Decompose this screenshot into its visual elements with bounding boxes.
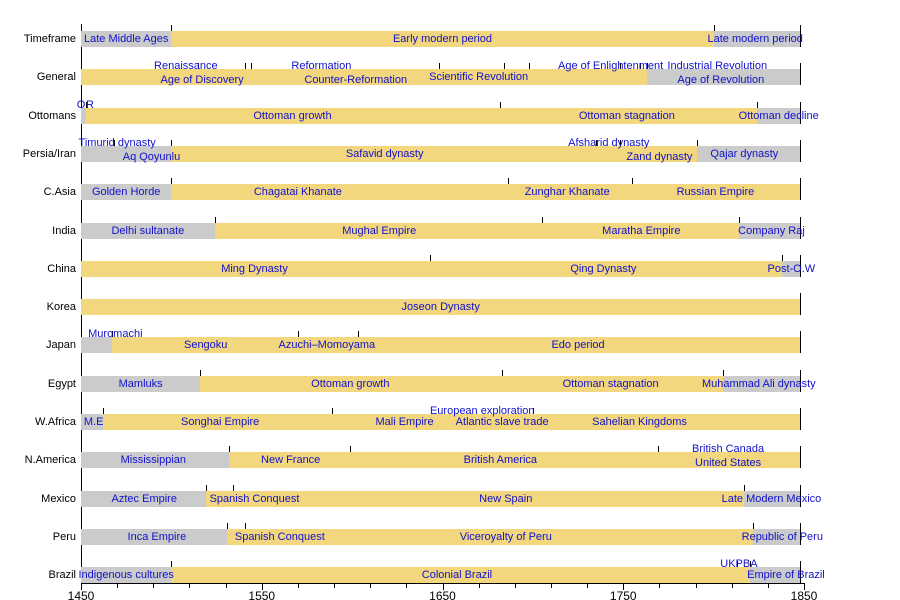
period-label: Republic of Peru xyxy=(741,531,823,543)
period-label: Aq Qoyunlu xyxy=(122,151,181,163)
period-label: Mali Empire xyxy=(375,416,434,428)
period-label: Late Middle Ages xyxy=(83,33,169,45)
axis-year-label: 1450 xyxy=(67,589,95,600)
timeline-bar xyxy=(78,558,825,583)
period-label: Afsharid dynasty xyxy=(568,137,650,149)
period-label: Inca Empire xyxy=(127,531,187,543)
row-label: N.America xyxy=(24,454,76,466)
timeline-bar xyxy=(81,31,804,47)
axis-minor-tick xyxy=(406,584,407,588)
divider-tick xyxy=(800,408,801,430)
axis-year-label: 1850 xyxy=(790,589,818,600)
axis-minor-tick xyxy=(515,584,516,588)
period-label: Reformation xyxy=(291,60,352,72)
period-label: Golden Horde xyxy=(91,186,161,198)
period-label: UKPBA xyxy=(720,558,758,570)
timeline-bar xyxy=(81,529,823,545)
row-label: Japan xyxy=(46,339,76,351)
divider-tick xyxy=(800,178,801,200)
timeline-bar xyxy=(81,443,804,469)
axis-minor-tick xyxy=(768,584,769,588)
axis-minor-tick xyxy=(551,584,552,588)
period-label: Edo period xyxy=(551,339,605,351)
timeline-bar xyxy=(76,99,819,124)
timeline-bar xyxy=(81,328,804,353)
axis-minor-tick xyxy=(117,584,118,588)
row-label: India xyxy=(52,225,76,237)
row-label: Korea xyxy=(46,301,76,313)
period-label: Aztec Empire xyxy=(111,493,177,505)
row-label: Timeframe xyxy=(23,33,76,45)
row-label: Mexico xyxy=(41,493,76,505)
timeline-bar xyxy=(81,376,816,392)
period-label: Late modern period xyxy=(707,33,803,45)
period-label: Maratha Empire xyxy=(602,225,681,237)
period-label: Late Modern Mexico xyxy=(721,493,822,505)
period-label: Age of Discovery xyxy=(160,74,244,86)
divider-tick xyxy=(800,63,801,85)
axis-minor-tick xyxy=(153,584,154,588)
period-label: Early modern period xyxy=(392,33,493,45)
timeline-bar xyxy=(81,261,816,277)
timeline-bar xyxy=(81,60,804,86)
row-label: Ottomans xyxy=(28,110,76,122)
axis-minor-tick xyxy=(479,584,480,588)
period-label: Chagatai Khanate xyxy=(253,186,342,198)
timeline-bar xyxy=(81,184,804,200)
divider-tick xyxy=(800,140,801,162)
period-label: Atlantic slave trade xyxy=(455,416,549,428)
axis-year-label: 1550 xyxy=(248,589,276,600)
period-label: Ming Dynasty xyxy=(221,263,288,275)
axis-minor-tick xyxy=(587,584,588,588)
row-label: W.Africa xyxy=(35,416,76,428)
divider-tick xyxy=(800,446,801,468)
period-label: Mississippian xyxy=(120,454,187,466)
axis-minor-tick xyxy=(696,584,697,588)
period-label: Spanish Conquest xyxy=(209,493,300,505)
period-label: Mamluks xyxy=(118,378,163,390)
period-label: European exploration xyxy=(429,405,535,417)
axis-minor-tick xyxy=(334,584,335,588)
period-label: British America xyxy=(463,454,538,466)
row-label: C.Asia xyxy=(43,186,76,198)
divider-tick xyxy=(800,331,801,353)
period-label: Ottoman growth xyxy=(311,378,390,390)
period-label: Timurid dynasty xyxy=(78,137,156,149)
period-label: Spanish Conquest xyxy=(234,531,325,543)
period-label: Songhai Empire xyxy=(181,416,260,428)
period-label: Russian Empire xyxy=(676,186,755,198)
axis-minor-tick xyxy=(189,584,190,588)
row-label: Peru xyxy=(52,531,76,543)
period-label: Ottoman growth xyxy=(253,110,332,122)
period-label: Zand dynasty xyxy=(626,151,693,163)
period-label: Ottoman decline xyxy=(738,110,819,122)
axis-minor-tick xyxy=(370,584,371,588)
period-label: Sahelian Kingdoms xyxy=(592,416,687,428)
period-label: R xyxy=(86,99,95,111)
period-label: M.E xyxy=(83,416,104,428)
period-label: Qing Dynasty xyxy=(570,263,637,275)
axis-minor-tick xyxy=(226,584,227,588)
axis-year-label: 1750 xyxy=(609,589,637,600)
row-label: China xyxy=(47,263,76,275)
period-label: Muhammad Ali dynasty xyxy=(701,378,816,390)
period-label: United States xyxy=(695,457,762,469)
period-label: Joseon Dynasty xyxy=(401,301,480,313)
timeline-bar xyxy=(81,405,804,430)
period-label: O xyxy=(76,99,86,111)
timeline-bar xyxy=(81,491,822,507)
timeline-bar xyxy=(78,137,804,163)
period-label: Age of Revolution xyxy=(677,74,765,86)
period-label: Ottoman stagnation xyxy=(578,110,675,122)
period-label: Zunghar Khanate xyxy=(524,186,610,198)
period-label: Azuchi–Momoyama xyxy=(278,339,376,351)
period-label: Post-O.W xyxy=(767,263,816,275)
period-label: Qajar dynasty xyxy=(710,148,779,160)
period-label: Indigenous cultures xyxy=(78,569,174,581)
period-label: Safavid dynasty xyxy=(345,148,424,160)
period-label: Renaissance xyxy=(154,60,218,72)
axis-minor-tick xyxy=(298,584,299,588)
axis-minor-tick xyxy=(659,584,660,588)
period-label: Counter-Reformation xyxy=(304,74,408,86)
axis-year-label: 1650 xyxy=(429,589,456,600)
period-label: British Canada xyxy=(692,443,765,455)
period-label: New France xyxy=(261,454,321,466)
period-label: Colonial Brazil xyxy=(421,569,493,581)
period-label: Mughal Empire xyxy=(342,225,417,237)
row-label: Persia/Iran xyxy=(22,148,76,160)
axis-minor-tick xyxy=(732,584,733,588)
period-label: Age of Enlightenment xyxy=(558,60,664,72)
period-label: Muromachi xyxy=(88,328,143,340)
period-label: New Spain xyxy=(479,493,533,505)
period-label: Ottoman stagnation xyxy=(562,378,659,390)
period-label: Delhi sultanate xyxy=(111,225,185,237)
row-label: Egypt xyxy=(47,378,76,390)
timeline-bar xyxy=(81,299,804,315)
row-label: Brazil xyxy=(48,569,76,581)
period-label: Company Raj xyxy=(738,225,805,237)
period-label: Empire of Brazil xyxy=(747,569,825,581)
period-label: Scientific Revolution xyxy=(429,71,529,83)
period-label: Viceroyalty of Peru xyxy=(459,531,552,543)
period-label: Industrial Revolution xyxy=(667,60,768,72)
row-label: General xyxy=(36,71,76,83)
timeline-bar xyxy=(81,223,804,239)
divider-tick xyxy=(800,293,801,315)
period-label: Sengoku xyxy=(183,339,228,351)
